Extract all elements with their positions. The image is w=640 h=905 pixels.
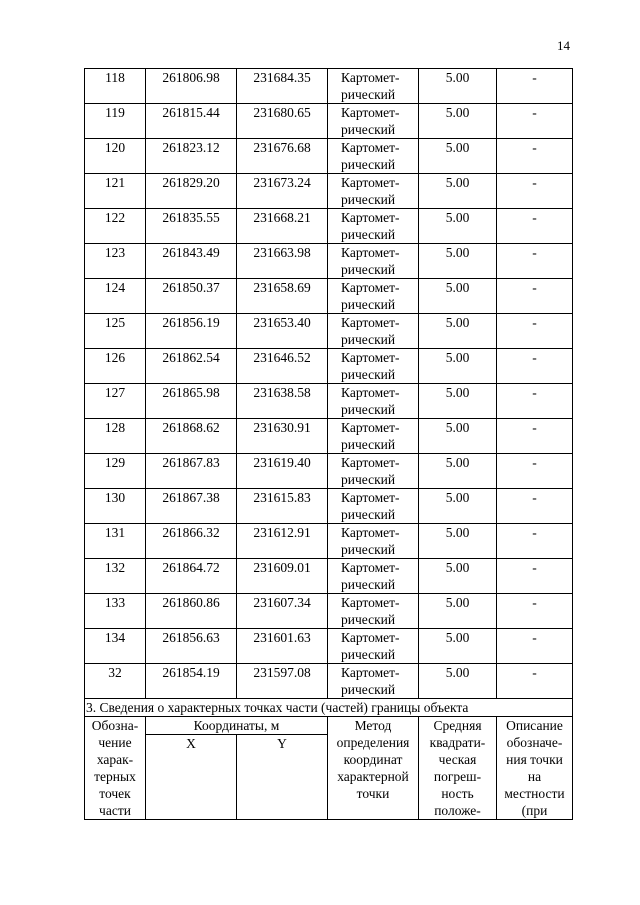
cell-method: Картомет-рический — [328, 349, 419, 384]
cell-method: Картомет-рический — [328, 279, 419, 314]
cell-coord-y: 231615.83 — [237, 489, 328, 524]
cell-coord-x: 261806.98 — [146, 69, 237, 104]
table-row — [85, 384, 573, 419]
cell-description: - — [497, 524, 573, 559]
table-row — [85, 209, 573, 244]
cell-description: - — [497, 104, 573, 139]
cell-coord-y: 231673.24 — [237, 174, 328, 209]
table-row — [85, 174, 573, 209]
cell-point-id: 120 — [85, 139, 146, 174]
header-coordinates: Координаты, м — [146, 717, 328, 735]
cell-error: 5.00 — [419, 489, 497, 524]
cell-description: - — [497, 489, 573, 524]
cell-point-id: 32 — [85, 664, 146, 699]
cell-method: Картомет-рический — [328, 524, 419, 559]
cell-coord-x: 261856.63 — [146, 629, 237, 664]
cell-description: - — [497, 419, 573, 454]
cell-coord-x: 261868.62 — [146, 419, 237, 454]
cell-coord-x: 261867.38 — [146, 489, 237, 524]
cell-method: Картомет-рический — [328, 104, 419, 139]
cell-coord-x: 261866.32 — [146, 524, 237, 559]
cell-coord-y: 231646.52 — [237, 349, 328, 384]
cell-coord-y: 231619.40 — [237, 454, 328, 489]
cell-coord-y: 231597.08 — [237, 664, 328, 699]
cell-coord-x: 261823.12 — [146, 139, 237, 174]
cell-point-id: 133 — [85, 594, 146, 629]
cell-error: 5.00 — [419, 419, 497, 454]
table-row — [85, 524, 573, 559]
cell-point-id: 134 — [85, 629, 146, 664]
cell-method: Картомет-рический — [328, 69, 419, 104]
cell-point-id: 129 — [85, 454, 146, 489]
cell-description: - — [497, 454, 573, 489]
cell-description: - — [497, 384, 573, 419]
cell-coord-y: 231658.69 — [237, 279, 328, 314]
cell-method: Картомет-рический — [328, 244, 419, 279]
cell-coord-x: 261843.49 — [146, 244, 237, 279]
section-3 — [85, 699, 573, 820]
header-designation: Обозна-чение харак-терных точек части — [85, 717, 146, 820]
cell-error: 5.00 — [419, 384, 497, 419]
cell-error: 5.00 — [419, 629, 497, 664]
cell-description: - — [497, 139, 573, 174]
cell-error: 5.00 — [419, 664, 497, 699]
cell-point-id: 119 — [85, 104, 146, 139]
header-x: X — [146, 735, 237, 820]
cell-error: 5.00 — [419, 559, 497, 594]
cell-coord-y: 231653.40 — [237, 314, 328, 349]
cell-description: - — [497, 244, 573, 279]
cell-coord-y: 231680.65 — [237, 104, 328, 139]
boundary-points-table — [84, 68, 573, 820]
cell-coord-y: 231601.63 — [237, 629, 328, 664]
cell-error: 5.00 — [419, 279, 497, 314]
cell-point-id: 118 — [85, 69, 146, 104]
cell-coord-y: 231684.35 — [237, 69, 328, 104]
cell-coord-x: 261867.83 — [146, 454, 237, 489]
cell-description: - — [497, 594, 573, 629]
table-row — [85, 104, 573, 139]
cell-description: - — [497, 664, 573, 699]
cell-coord-x: 261864.72 — [146, 559, 237, 594]
cell-method: Картомет-рический — [328, 139, 419, 174]
cell-point-id: 130 — [85, 489, 146, 524]
cell-coord-y: 231668.21 — [237, 209, 328, 244]
cell-coord-x: 261865.98 — [146, 384, 237, 419]
cell-method: Картомет-рический — [328, 559, 419, 594]
cell-coord-x: 261860.86 — [146, 594, 237, 629]
cell-method: Картомет-рический — [328, 454, 419, 489]
cell-method: Картомет-рический — [328, 209, 419, 244]
cell-error: 5.00 — [419, 454, 497, 489]
cell-coord-x: 261829.20 — [146, 174, 237, 209]
cell-coord-x: 261835.55 — [146, 209, 237, 244]
cell-method: Картомет-рический — [328, 419, 419, 454]
cell-coord-y: 231663.98 — [237, 244, 328, 279]
cell-error: 5.00 — [419, 244, 497, 279]
cell-method: Картомет-рический — [328, 489, 419, 524]
cell-error: 5.00 — [419, 174, 497, 209]
table-row — [85, 489, 573, 524]
cell-coord-y: 231609.01 — [237, 559, 328, 594]
table-row — [85, 139, 573, 174]
cell-error: 5.00 — [419, 524, 497, 559]
cell-method: Картомет-рический — [328, 594, 419, 629]
cell-error: 5.00 — [419, 209, 497, 244]
cell-point-id: 132 — [85, 559, 146, 594]
table-row — [85, 314, 573, 349]
cell-description: - — [497, 69, 573, 104]
cell-error: 5.00 — [419, 104, 497, 139]
cell-coord-x: 261850.37 — [146, 279, 237, 314]
cell-point-id: 131 — [85, 524, 146, 559]
cell-error: 5.00 — [419, 594, 497, 629]
cell-error: 5.00 — [419, 139, 497, 174]
cell-description: - — [497, 174, 573, 209]
cell-method: Картомет-рический — [328, 314, 419, 349]
header-description: Описание обозначе-ния точки на местности (при — [497, 717, 573, 820]
cell-coord-y: 231676.68 — [237, 139, 328, 174]
header-method: Метод определения координат характерной точки — [328, 717, 419, 820]
cell-point-id: 126 — [85, 349, 146, 384]
table-row — [85, 349, 573, 384]
cell-point-id: 128 — [85, 419, 146, 454]
cell-method: Картомет-рический — [328, 664, 419, 699]
table-body — [85, 69, 573, 699]
table-row — [85, 594, 573, 629]
cell-point-id: 122 — [85, 209, 146, 244]
table-row — [85, 664, 573, 699]
cell-point-id: 127 — [85, 384, 146, 419]
header-error: Средняя квадрати-ческая погреш-ность положе- — [419, 717, 497, 820]
cell-description: - — [497, 559, 573, 594]
cell-point-id: 121 — [85, 174, 146, 209]
table-row — [85, 279, 573, 314]
table-row — [85, 419, 573, 454]
cell-coord-y: 231612.91 — [237, 524, 328, 559]
cell-point-id: 124 — [85, 279, 146, 314]
cell-error: 5.00 — [419, 349, 497, 384]
table-row — [85, 69, 573, 104]
cell-error: 5.00 — [419, 69, 497, 104]
cell-method: Картомет-рический — [328, 384, 419, 419]
header-y: Y — [237, 735, 328, 820]
cell-coord-y: 231630.91 — [237, 419, 328, 454]
table-row — [85, 244, 573, 279]
cell-description: - — [497, 349, 573, 384]
cell-coord-x: 261815.44 — [146, 104, 237, 139]
cell-description: - — [497, 279, 573, 314]
table-row — [85, 454, 573, 489]
cell-method: Картомет-рический — [328, 174, 419, 209]
cell-point-id: 125 — [85, 314, 146, 349]
page-number: 14 — [557, 38, 570, 53]
cell-error: 5.00 — [419, 314, 497, 349]
cell-point-id: 123 — [85, 244, 146, 279]
cell-coord-x: 261854.19 — [146, 664, 237, 699]
table-row — [85, 629, 573, 664]
table-row — [85, 559, 573, 594]
cell-description: - — [497, 314, 573, 349]
cell-description: - — [497, 629, 573, 664]
cell-description: - — [497, 209, 573, 244]
section-title: 3. Сведения о характерных точках части (частей) границы объекта — [85, 699, 573, 717]
cell-coord-y: 231638.58 — [237, 384, 328, 419]
cell-coord-x: 261862.54 — [146, 349, 237, 384]
cell-coord-y: 231607.34 — [237, 594, 328, 629]
cell-coord-x: 261856.19 — [146, 314, 237, 349]
cell-method: Картомет-рический — [328, 629, 419, 664]
